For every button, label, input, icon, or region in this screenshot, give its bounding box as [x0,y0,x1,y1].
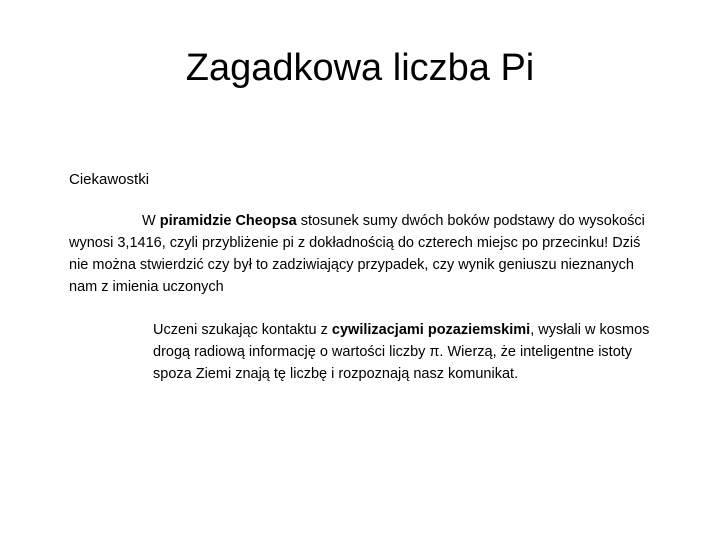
paragraph-cheops-intro: W [142,213,160,229]
section-heading: Ciekawostki [69,171,150,188]
paragraph-cheops [69,210,659,298]
paragraph-extraterrestrial [153,319,653,385]
paragraph-extraterrestrial-body: , wysłali w kosmos drogą radiową informację o wartości liczby π. Wierzą, że inteligentne istoty spoza Ziemi znają tę liczbę i rozpoznają nasz komunikat. [153,322,650,382]
keyword-cheops-pyramid: piramidzie Cheopsa [159,213,297,229]
paragraph-cheops-body: stosunek sumy dwóch boków podstawy do wysokości wynosi 3,1416, czyli przybliżenie pi z dokładnością do czterech miejsc po przecinku! Dziś nie można stwierdzić czy był to zadziwiający przypadek, czy wynik geniuszu nieznanych nam z imienia uczonych [69,213,645,295]
keyword-extraterrestrial-civilizations: cywilizacjami pozaziemskimi [331,322,531,338]
slide-title: Zagadkowa liczba Pi [185,47,535,89]
paragraph-extraterrestrial-intro: Uczeni szukając kontaktu z [153,322,332,338]
